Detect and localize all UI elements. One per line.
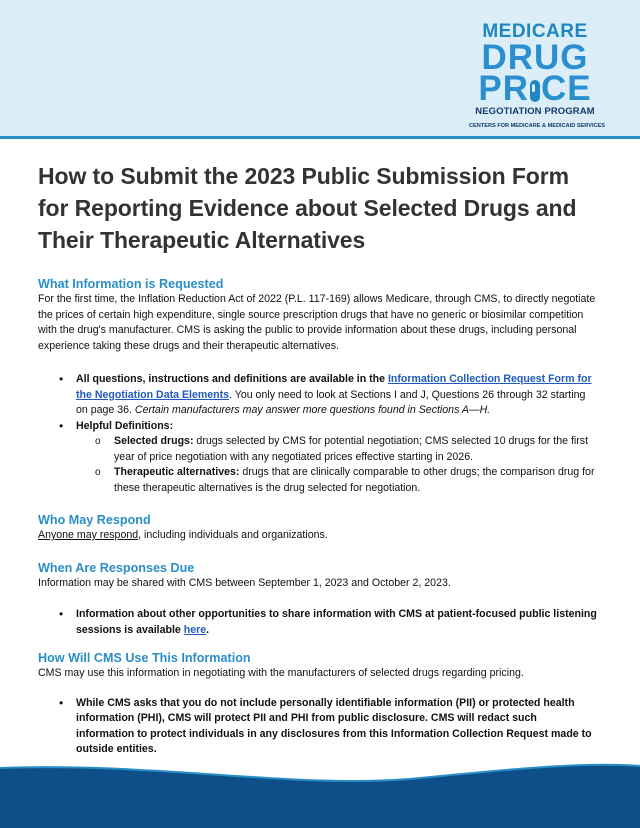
anyone-may-respond: Anyone may respond	[38, 529, 139, 541]
listening-sessions-text: Information about other opportunities to share information with CMS at patient-focused public listening sessions is available	[76, 608, 597, 636]
when-due-bullets	[38, 607, 598, 638]
section-heading-what-requested: What Information is Requested	[38, 277, 224, 291]
helpful-definitions-label: Helpful Definitions:	[76, 419, 174, 432]
how-cms-uses-bullets	[38, 696, 598, 758]
bullet-questions-rest: . You only need to look at Sections I and J, Questions 26 through 32 starting on page 36.	[76, 388, 586, 416]
definition-text-therapeutic-alternatives: drugs that are clinically comparable to other drugs; the comparison drug for these therapeutic alternatives is the drug selected for negotiation.	[114, 466, 595, 494]
bullet-questions-bold: All questions, instructions and definitions are available in the	[76, 373, 388, 385]
medicare-drug-price-logo	[470, 22, 600, 117]
logo-line-negotiation: NEGOTIATION PROGRAM	[475, 106, 595, 117]
requested-bullets	[38, 372, 598, 496]
listening-sessions-link[interactable]: here	[183, 623, 207, 636]
list-item	[76, 434, 598, 465]
logo-line-price	[470, 69, 600, 108]
who-may-respond-rest: , including individuals and organizations.	[138, 529, 328, 541]
definition-term-therapeutic-alternatives: Therapeutic alternatives:	[114, 466, 240, 478]
list-item	[38, 372, 598, 419]
section-when-due-body: Information may be shared with CMS between September 1, 2023 and October 2, 2023.	[38, 576, 451, 589]
list-item	[76, 465, 598, 496]
logo-line-drug: DRUG	[481, 38, 589, 77]
definitions-list	[76, 434, 598, 496]
section-heading-how-cms-uses: How Will CMS Use This Information	[38, 651, 251, 665]
definition-term-selected-drugs: Selected drugs:	[114, 435, 194, 447]
section-who-may-respond-body	[38, 528, 598, 544]
listening-sessions-end: .	[206, 623, 210, 636]
icr-form-link[interactable]: Information Collection Request Form for the Negotiation Data Elements	[76, 373, 592, 401]
pii-phi-text: While CMS asks that you do not include personally identifiable information (PII) or protected health information (PHI), CMS will protect PII and PHI from public disclosure. CMS will redact such information to protect individuals in any disclosures from this Information Collection Request made to outside entities.	[76, 696, 592, 755]
document-body	[38, 160, 598, 758]
section-heading-when-due: When Are Responses Due	[38, 560, 195, 575]
logo-line-medicare: MEDICARE	[482, 21, 588, 42]
list-item	[38, 696, 598, 758]
definition-text-selected-drugs: drugs selected by CMS for potential negotiation; CMS selected 10 drugs for the first year of price negotiation with any negotiated prices effective starting in 2026.	[114, 435, 589, 463]
pill-icon	[530, 80, 540, 102]
page-title: How to Submit the 2023 Public Submission Form for Reporting Evidence about Selected Drugs and Their Therapeutic Alternatives	[38, 163, 577, 253]
list-item	[38, 419, 598, 497]
bullet-questions-italic: Certain manufacturers may answer more questions found in Sections A—H.	[134, 404, 491, 416]
section-heading-who-may-respond: Who May Respond	[38, 513, 151, 527]
footer-wave	[0, 760, 640, 828]
list-item	[38, 607, 598, 638]
section-what-requested-body: For the first time, the Inflation Reduction Act of 2022 (P.L. 117-169) allows Medicare, through CMS, to directly negotiate the prices of certain high expenditure, single source prescription drugs that have no generic or biosimilar competition with the drug's manufacturer. CMS is asking the public to provide information about these drugs, including personal experience taking these drugs and their therapeutic alternatives.	[38, 293, 596, 352]
logo-line-cms: CENTERS FOR MEDICARE & MEDICAID SERVICES	[468, 123, 606, 129]
logo-price-end: CE	[541, 69, 592, 108]
header-divider	[0, 136, 640, 139]
section-how-cms-uses-body: CMS may use this information in negotiating with the manufacturers of selected drugs regarding pricing.	[38, 667, 524, 679]
logo-price-start: PR	[478, 69, 529, 108]
